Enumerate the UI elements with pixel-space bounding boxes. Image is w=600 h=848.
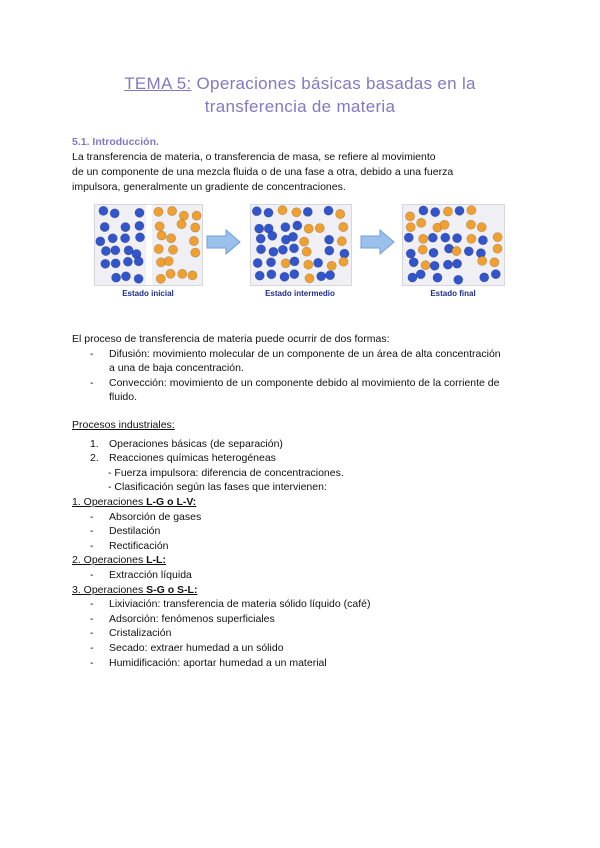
orange-particle xyxy=(315,224,324,233)
blue-particle xyxy=(416,270,425,279)
blue-particle xyxy=(135,233,144,242)
group-heading xyxy=(72,495,197,510)
diffusion-text-cont: a una de baja concentración. xyxy=(109,362,244,375)
arrow-icon xyxy=(206,228,242,256)
bullet: - xyxy=(90,656,94,669)
sub-item xyxy=(72,480,327,495)
caption-intermediate: Estado intermedio xyxy=(265,289,335,298)
blue-particle xyxy=(134,274,143,283)
list-item xyxy=(72,524,197,539)
blue-particle xyxy=(303,207,312,216)
item-text: Cristalización xyxy=(109,627,172,640)
list-item-cont xyxy=(72,361,390,376)
orange-particle xyxy=(339,222,348,231)
blue-particle xyxy=(430,261,439,270)
orange-particle xyxy=(327,261,336,270)
orange-particle xyxy=(189,236,198,245)
bullet: - xyxy=(90,347,94,360)
blue-particle xyxy=(324,206,333,215)
transfer-forms xyxy=(72,332,501,405)
orange-particle xyxy=(490,258,499,267)
item-text: Destilación xyxy=(109,525,161,538)
item-number: 2. xyxy=(90,452,99,465)
blue-particle xyxy=(455,206,464,215)
convection-text: Convección: movimiento de un componente debido al movimiento de la corriente de xyxy=(109,376,500,389)
orange-particle xyxy=(419,234,428,243)
orange-particle xyxy=(191,223,200,232)
blue-particle xyxy=(266,258,275,267)
blue-particle xyxy=(278,245,287,254)
group-phases: L-G o L-V: xyxy=(146,495,197,508)
list-item-cont xyxy=(72,390,390,405)
diffusion-text: Difusión: movimiento molecular de un componente de un área de alta concentración xyxy=(109,347,501,360)
orange-particle xyxy=(167,234,176,243)
orange-particle xyxy=(177,220,186,229)
blue-particle xyxy=(441,233,450,242)
blue-particle xyxy=(480,273,489,282)
blue-particle xyxy=(256,234,265,243)
orange-particle xyxy=(406,223,415,232)
blue-particle xyxy=(406,249,415,258)
blue-particle xyxy=(111,259,120,268)
orange-particle xyxy=(304,260,313,269)
item-text: Adsorción: fenómenos superficiales xyxy=(109,612,275,625)
list-item xyxy=(72,510,202,525)
blue-particle xyxy=(443,260,452,269)
blue-particle xyxy=(280,272,289,281)
list-item xyxy=(72,539,197,554)
blue-particle xyxy=(99,206,108,215)
orange-particle xyxy=(278,206,287,215)
title-prefix: TEMA 5: xyxy=(124,74,192,93)
blue-particle xyxy=(419,206,428,215)
blue-particle xyxy=(111,246,120,255)
list-item xyxy=(72,641,284,656)
list-item xyxy=(72,626,197,641)
section-heading: 5.1. Introducción. xyxy=(72,136,159,148)
orange-particle xyxy=(281,259,290,268)
convection-text-cont: fluido. xyxy=(109,391,138,404)
bullet: - xyxy=(90,641,94,654)
transfer-lead-text: El proceso de transferencia de materia puede ocurrir de dos formas: xyxy=(72,333,390,345)
item-number: 1. xyxy=(90,437,99,450)
bullet: - xyxy=(90,510,94,523)
orange-particle xyxy=(155,222,164,231)
procesos-heading xyxy=(72,418,197,433)
intro-line: La transferencia de materia, o transferencia de masa, se refiere al movimiento xyxy=(72,151,436,163)
orange-particle xyxy=(467,234,476,243)
group-prefix: 3. Operaciones xyxy=(72,583,147,596)
blue-particle xyxy=(108,234,117,243)
blue-particle xyxy=(326,271,335,280)
blue-particle xyxy=(256,245,265,254)
transfer-lead xyxy=(72,332,390,347)
list-item xyxy=(72,597,371,612)
final-state-box xyxy=(402,204,505,286)
sub-item-text: - Fuerza impulsora: diferencia de concentraciones. xyxy=(108,466,344,479)
blue-particle xyxy=(464,247,473,256)
bullet: - xyxy=(90,568,94,581)
blue-particle xyxy=(268,231,277,240)
blue-particle xyxy=(325,246,334,255)
orange-particle xyxy=(188,271,197,280)
intermediate-state-box xyxy=(250,204,352,286)
title-line1: Operaciones básicas basadas en la xyxy=(191,74,476,93)
blue-particle xyxy=(288,232,297,241)
blue-particle xyxy=(123,257,132,266)
final-state-particles xyxy=(403,205,504,285)
blue-particle xyxy=(290,257,299,266)
orange-particle xyxy=(493,244,502,253)
title-line2: transferencia de materia xyxy=(204,97,396,116)
blue-particle xyxy=(429,248,438,257)
orange-particle xyxy=(339,257,348,266)
group-phases: L-L: xyxy=(146,554,166,567)
orange-particle xyxy=(168,245,177,254)
blue-particle xyxy=(340,249,349,258)
blue-particle xyxy=(409,258,418,267)
orange-particle xyxy=(477,223,486,232)
blue-particle xyxy=(112,273,121,282)
list-item xyxy=(72,568,197,583)
group-heading xyxy=(72,553,197,568)
item-text: Extracción líquida xyxy=(109,568,192,581)
caption-final: Estado final xyxy=(430,289,476,298)
blue-particle xyxy=(101,259,110,268)
orange-particle xyxy=(191,248,200,257)
orange-particle xyxy=(421,261,430,270)
item-text: Absorción de gases xyxy=(109,510,202,523)
blue-particle xyxy=(253,258,262,267)
blue-particle xyxy=(121,223,130,232)
orange-particle xyxy=(154,244,163,253)
item-text: Rectificación xyxy=(109,539,169,552)
group-prefix: 1. Operaciones xyxy=(72,495,147,508)
blue-particle xyxy=(408,273,417,282)
blue-particle xyxy=(428,233,437,242)
blue-particle xyxy=(404,233,413,242)
blue-particle xyxy=(325,235,334,244)
orange-particle xyxy=(406,212,415,221)
blue-particle xyxy=(453,259,462,268)
list-item xyxy=(72,347,501,362)
bullet: - xyxy=(90,612,94,625)
orange-particle xyxy=(156,274,165,283)
blue-particle xyxy=(478,236,487,245)
orange-particle xyxy=(192,211,201,220)
blue-particle xyxy=(100,222,109,231)
orange-particle xyxy=(417,218,426,227)
numbered-item xyxy=(72,437,283,452)
item-text: Humidificación: aportar humedad a un material xyxy=(109,656,327,669)
blue-particle xyxy=(264,208,273,217)
orange-particle xyxy=(300,237,309,246)
item-text: Reacciones químicas heterogéneas xyxy=(109,452,276,465)
orange-particle xyxy=(336,209,345,218)
orange-particle xyxy=(418,245,427,254)
sub-item-text: - Clasificación según las fases que intervienen: xyxy=(108,481,327,494)
orange-particle xyxy=(443,207,452,216)
blue-particle xyxy=(96,237,105,246)
group-prefix: 2. Operaciones xyxy=(72,554,147,567)
procesos-heading-text: Procesos industriales: xyxy=(72,419,175,431)
item-text: Lixiviación: transferencia de materia sólido líquido (café) xyxy=(109,598,371,611)
blue-particle xyxy=(101,246,110,255)
bullet: - xyxy=(90,598,94,611)
intro-paragraph xyxy=(72,150,453,195)
item-text: Operaciones básicas (de separación) xyxy=(109,437,283,450)
blue-particle xyxy=(255,271,264,280)
group-phases: S-G o S-L: xyxy=(146,583,198,596)
blue-particle xyxy=(431,208,440,217)
blue-particle xyxy=(255,224,264,233)
numbered-item xyxy=(72,451,276,466)
orange-particle xyxy=(168,206,177,215)
orange-particle xyxy=(337,237,346,246)
item-text: Secado: extraer humedad a un sólido xyxy=(109,641,284,654)
industrial-processes xyxy=(72,418,371,670)
orange-particle xyxy=(440,220,449,229)
list-item xyxy=(72,656,327,671)
blue-particle xyxy=(135,221,144,230)
blue-particle xyxy=(269,247,278,256)
blue-particle xyxy=(314,258,323,267)
orange-particle xyxy=(493,233,502,242)
blue-particle xyxy=(134,257,143,266)
orange-particle xyxy=(466,220,475,229)
intro-line: impulsora, generalmente un gradiente de concentraciones. xyxy=(72,181,346,193)
blue-particle xyxy=(110,209,119,218)
blue-particle xyxy=(121,272,130,281)
orange-particle xyxy=(304,224,313,233)
bullet: - xyxy=(90,627,94,640)
list-item xyxy=(72,376,500,391)
intro-line: de un componente de una mezcla fluida o de una fase a otra, debido a una fuerza xyxy=(72,166,454,178)
initial-state-particles xyxy=(95,205,202,285)
caption-initial: Estado inicial xyxy=(122,289,174,298)
blue-particle xyxy=(290,270,299,279)
initial-state-box xyxy=(94,204,203,286)
orange-particle xyxy=(166,269,175,278)
blue-particle xyxy=(317,272,326,281)
orange-particle xyxy=(467,206,476,215)
blue-particle xyxy=(491,270,500,279)
orange-particle xyxy=(478,256,487,265)
blue-particle xyxy=(281,223,290,232)
blue-particle xyxy=(289,244,298,253)
arrow-icon xyxy=(360,228,396,256)
blue-particle xyxy=(135,208,144,217)
bullet: - xyxy=(90,376,94,389)
orange-particle xyxy=(305,274,314,283)
blue-particle xyxy=(252,207,261,216)
blue-particle xyxy=(454,275,463,284)
bullet: - xyxy=(90,525,94,538)
orange-particle xyxy=(452,246,461,255)
orange-particle xyxy=(154,207,163,216)
orange-particle xyxy=(157,231,166,240)
orange-particle xyxy=(178,269,187,278)
mass-transfer-figure xyxy=(88,200,518,310)
orange-particle xyxy=(292,208,301,217)
blue-particle xyxy=(453,234,462,243)
sub-item xyxy=(72,466,344,481)
intermediate-state-particles xyxy=(251,205,351,285)
blue-particle xyxy=(267,270,276,279)
list-item xyxy=(72,612,275,627)
blue-particle xyxy=(121,234,130,243)
orange-particle xyxy=(179,211,188,220)
group-heading xyxy=(72,583,197,598)
blue-particle xyxy=(293,221,302,230)
document-title xyxy=(0,72,600,118)
orange-particle xyxy=(164,257,173,266)
bullet: - xyxy=(90,539,94,552)
blue-particle xyxy=(433,273,442,282)
separator xyxy=(146,205,152,285)
orange-particle xyxy=(302,247,311,256)
